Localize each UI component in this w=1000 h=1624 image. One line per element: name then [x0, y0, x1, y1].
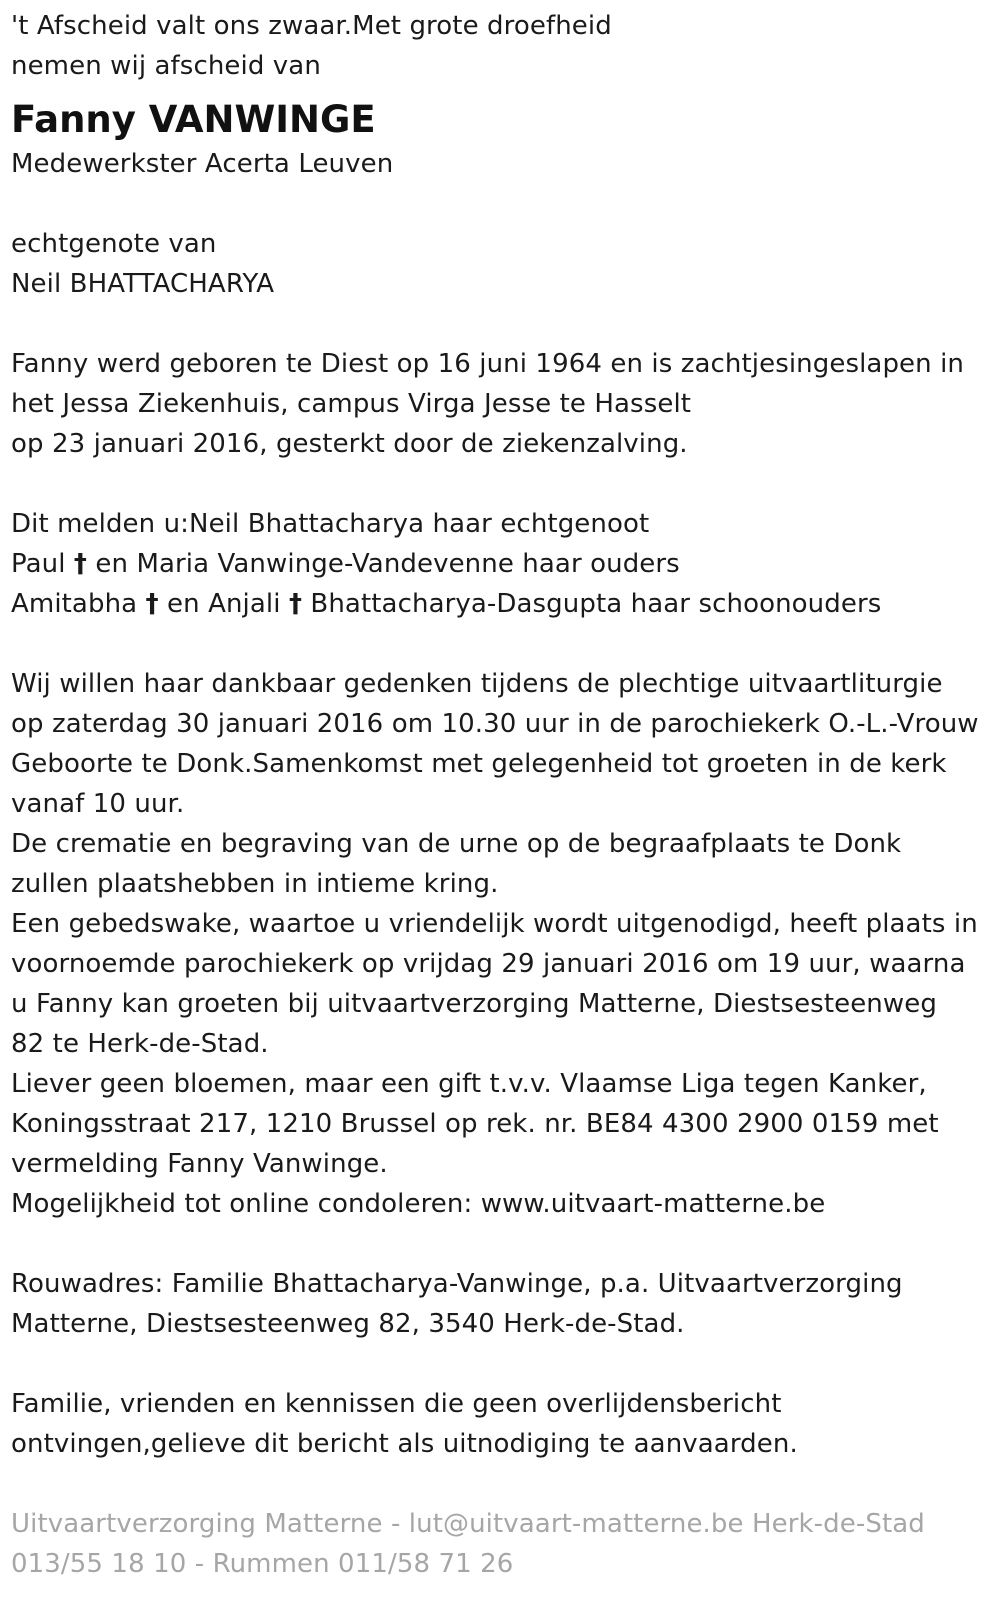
notice-line-2: ontvingen,gelieve dit bericht als uitnodiging te aanvaarden. [11, 1429, 798, 1459]
ceremony-line: De crematie en begraving van de urne op de begraafplaats te Donk [11, 829, 902, 859]
intro-line-1: 't Afscheid valt ons zwaar.Met grote droefheid [11, 11, 612, 41]
address-line-2: Matterne, Diestsesteenweg 82, 3540 Herk-de-Stad. [11, 1309, 685, 1339]
deceased-cross-icon: † [73, 549, 88, 579]
deceased-occupation: Medewerkster Acerta Leuven [11, 149, 394, 179]
ceremony-line: op zaterdag 30 januari 2016 om 10.30 uur in de parochiekerk O.-L.-Vrouw [11, 709, 979, 739]
spacer [11, 624, 1000, 664]
spouse-label: echtgenote van [11, 229, 217, 259]
family-text: en Maria Vanwinge-Vandevenne haar ouders [95, 549, 680, 579]
ceremony-line: Geboorte te Donk.Samenkomst met gelegenheid tot groeten in de kerk [11, 749, 947, 779]
spacer [11, 1224, 1000, 1264]
family-line-2 [11, 544, 1000, 584]
spacer [11, 184, 1000, 224]
deceased-cross-icon: † [145, 589, 159, 619]
spacer [11, 1344, 1000, 1384]
ceremony-line: vermelding Fanny Vanwinge. [11, 1149, 388, 1179]
ceremony-line: 82 te Herk-de-Stad. [11, 1029, 269, 1059]
family-name-anjali: en Anjali [167, 589, 281, 619]
spouse-name: Neil BHATTACHARYA [11, 269, 275, 299]
family-name-amitabha: Amitabha [11, 589, 138, 619]
address-line-1: Rouwadres: Familie Bhattacharya-Vanwinge, p.a. Uitvaartverzorging [11, 1269, 903, 1299]
ceremony-line: Wij willen haar dankbaar gedenken tijdens de plechtige uitvaartliturgie [11, 669, 943, 699]
spacer [11, 304, 1000, 344]
ceremony-line: Koningsstraat 217, 1210 Brussel op rek. nr. BE84 4300 2900 0159 met [11, 1109, 939, 1139]
birth-death-line-1: Fanny werd geboren te Diest op 16 juni 1964 en is zachtjesingeslapen in [11, 349, 965, 379]
birth-death-line-3: op 23 januari 2016, gesterkt door de ziekenzalving. [11, 429, 688, 459]
deceased-cross-icon: † [288, 589, 303, 619]
spacer [11, 1464, 1000, 1504]
family-line-3 [11, 584, 1000, 624]
family-line-1: Dit melden u:Neil Bhattacharya haar echtgenoot [11, 509, 650, 539]
condolence-line: Mogelijkheid tot online condoleren: www.uitvaart-matterne.be [11, 1189, 826, 1219]
family-text: Bhattacharya-Dasgupta haar schoonouders [310, 589, 882, 619]
ceremony-line: zullen plaatshebben in intieme kring. [11, 869, 499, 899]
ceremony-line: Een gebedswake, waartoe u vriendelijk wordt uitgenodigd, heeft plaats in [11, 909, 978, 939]
ceremony-line: Liever geen bloemen, maar een gift t.v.v. Vlaamse Liga tegen Kanker, [11, 1069, 927, 1099]
footer-line-1: Uitvaartverzorging Matterne - lut@uitvaart-matterne.be Herk-de-Stad [11, 1509, 925, 1539]
ceremony-line: voornoemde parochiekerk op vrijdag 29 januari 2016 om 19 uur, waarna [11, 949, 966, 979]
spacer [11, 464, 1000, 504]
intro-line-2: nemen wij afscheid van [11, 51, 321, 81]
footer-line-2: 013/55 18 10 - Rummen 011/58 71 26 [11, 1549, 514, 1579]
notice-line-1: Familie, vrienden en kennissen die geen overlijdensbericht [11, 1389, 782, 1419]
birth-death-line-2: het Jessa Ziekenhuis, campus Virga Jesse te Hasselt [11, 389, 692, 419]
ceremony-line: vanaf 10 uur. [11, 789, 185, 819]
ceremony-line: u Fanny kan groeten bij uitvaartverzorging Matterne, Diestsesteenweg [11, 989, 937, 1019]
family-name-paul: Paul [11, 549, 66, 579]
deceased-name: Fanny VANWINGE [11, 98, 376, 141]
